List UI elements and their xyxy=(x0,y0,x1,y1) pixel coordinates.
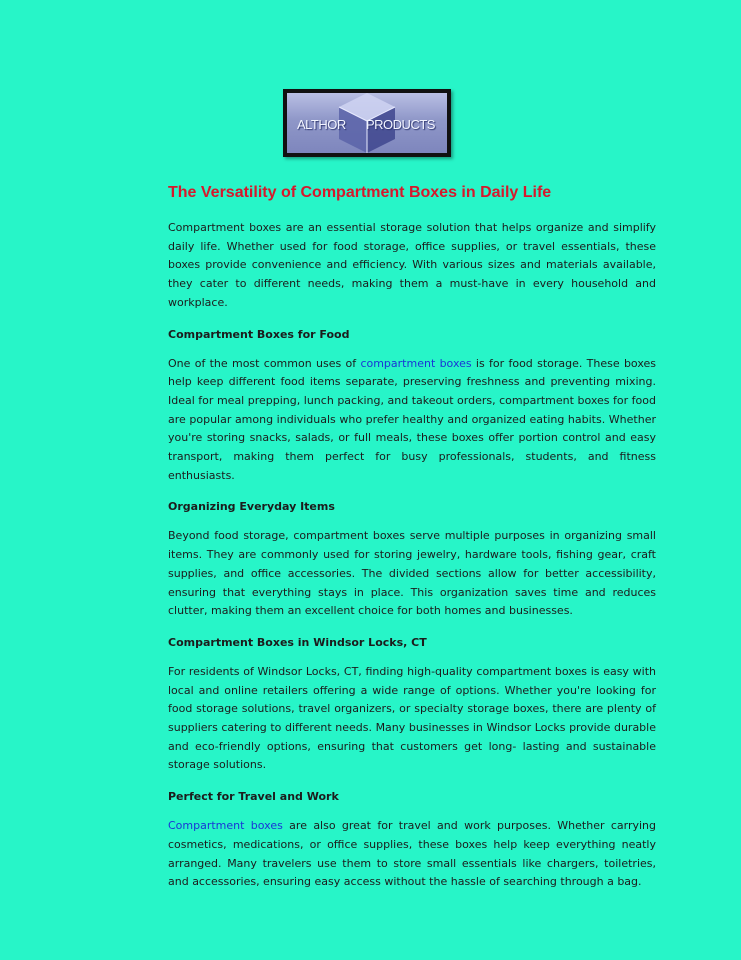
article xyxy=(168,183,656,905)
text-after-link: are also great for travel and work purposes. Whether carrying cosmetics, medications, or office supplies, these boxes help keep everything neatly arranged. Many travelers use them to store small essentials like chargers, toiletries, and accessories, ensuring easy access without the hassle of searching through a bag. xyxy=(168,819,656,889)
text-before-link: One of the most common uses of xyxy=(168,356,361,370)
logo-text-althor: ALTHOR xyxy=(297,117,346,132)
intro-paragraph: Compartment boxes are an essential storage solution that helps organize and simplify daily life. Whether used for food storage, office supplies, or travel essentials, these boxes provide convenience and efficiency. With various sizes and materials available, they cater to different needs, making them a must-have in every household and workplace. xyxy=(168,221,656,309)
article-title: The Versatility of Compartment Boxes in Daily Life xyxy=(168,184,552,201)
logo-text-products: PRODUCTS xyxy=(366,117,435,132)
section-heading-organizing: Organizing Everyday Items xyxy=(168,500,335,514)
section-heading-windsor-locks: Compartment Boxes in Windsor Locks, CT xyxy=(168,635,427,649)
compartment-boxes-link-2[interactable]: Compartment boxes xyxy=(168,819,283,833)
section-paragraph-travel-work xyxy=(168,817,656,892)
section-paragraph-food xyxy=(168,355,656,486)
section-paragraph-windsor-locks: For residents of Windsor Locks, CT, finding high-quality compartment boxes is easy with local and online retailers offering a wide range of options. Whether you're looking for food storage solutions, travel organizers, or specialty storage boxes, there are plenty of suppliers catering to different needs. Many businesses in Windsor Locks provide durable and eco-friendly options, ensuring that customers get long- lasting and sustainable storage solutions. xyxy=(168,664,656,772)
althor-products-logo xyxy=(283,89,451,157)
compartment-boxes-link[interactable]: compartment boxes xyxy=(360,356,472,370)
section-heading-food: Compartment Boxes for Food xyxy=(168,327,350,341)
text-after-link: is for food storage. These boxes help keep different food items separate, preserving freshness and preventing mixing. Ideal for meal prepping, lunch packing, and takeout orders, compartment boxes for food are popular among individuals who prefer healthy and organized eating habits. Whether you're storing snacks, salads, or full meals, these boxes offer portion control and easy transport, making them perfect for busy professionals, students, and fitness enthusiasts. xyxy=(168,356,656,482)
section-heading-travel-work: Perfect for Travel and Work xyxy=(168,790,339,804)
section-paragraph-organizing: Beyond food storage, compartment boxes serve multiple purposes in organizing small items. They are commonly used for storing jewelry, hardware tools, fishing gear, craft supplies, and office accessories. The divided sections allow for better accessibility, ensuring that everything stays in place. This organization saves time and reduces clutter, making them an excellent choice for both homes and businesses. xyxy=(168,529,656,618)
